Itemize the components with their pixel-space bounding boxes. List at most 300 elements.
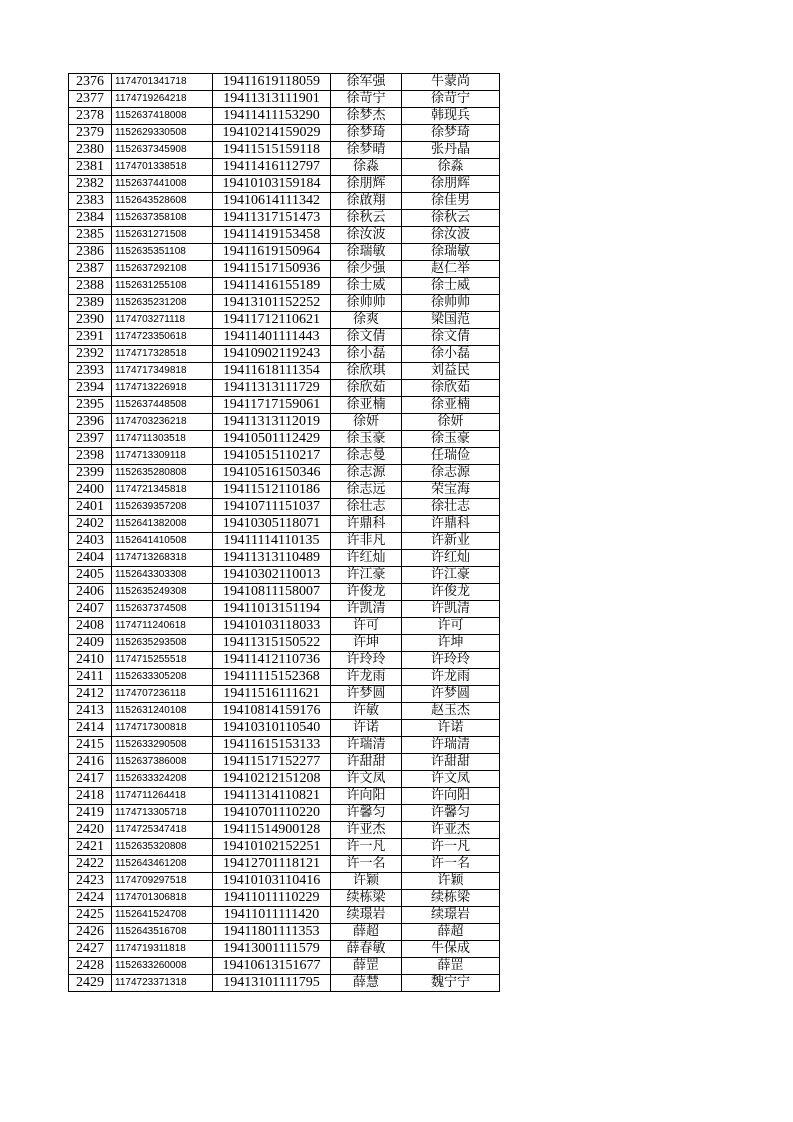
exam-number-cell: 19410310110540 xyxy=(213,720,331,737)
row-number-cell: 2415 xyxy=(69,737,112,754)
registration-id-cell: 1152635293508 xyxy=(112,635,213,652)
related-name-cell: 许一名 xyxy=(402,856,500,873)
registration-id-cell: 1152637418008 xyxy=(112,108,213,125)
registration-id-cell: 1152633290508 xyxy=(112,737,213,754)
student-name-cell: 薛罡 xyxy=(331,958,402,975)
student-name-cell: 许一名 xyxy=(331,856,402,873)
row-number-cell: 2387 xyxy=(69,261,112,278)
exam-number-cell: 19411514900128 xyxy=(213,822,331,839)
student-name-cell: 徐朋辉 xyxy=(331,176,402,193)
table-row xyxy=(69,856,500,873)
related-name-cell: 徐汝波 xyxy=(402,227,500,244)
student-name-cell: 徐志曼 xyxy=(331,448,402,465)
student-name-cell: 徐壮志 xyxy=(331,499,402,516)
registration-id-cell: 1174711303518 xyxy=(112,431,213,448)
student-name-cell: 许馨匀 xyxy=(331,805,402,822)
row-number-cell: 2425 xyxy=(69,907,112,924)
exam-number-cell: 19411416155189 xyxy=(213,278,331,295)
student-name-cell: 许向阳 xyxy=(331,788,402,805)
student-name-cell: 徐瑞敏 xyxy=(331,244,402,261)
registration-id-cell: 1152637448508 xyxy=(112,397,213,414)
student-name-cell: 许可 xyxy=(331,618,402,635)
related-name-cell: 徐苛宁 xyxy=(402,91,500,108)
data-table xyxy=(68,73,500,992)
registration-id-cell: 1174723350618 xyxy=(112,329,213,346)
row-number-cell: 2385 xyxy=(69,227,112,244)
exam-number-cell: 19411619118059 xyxy=(213,74,331,91)
related-name-cell: 许向阳 xyxy=(402,788,500,805)
row-number-cell: 2389 xyxy=(69,295,112,312)
student-name-cell: 许江豪 xyxy=(331,567,402,584)
registration-id-cell: 1152641410508 xyxy=(112,533,213,550)
related-name-cell: 许亚杰 xyxy=(402,822,500,839)
row-number-cell: 2420 xyxy=(69,822,112,839)
table-row xyxy=(69,924,500,941)
table-row xyxy=(69,295,500,312)
registration-id-cell: 1174717300818 xyxy=(112,720,213,737)
exam-number-cell: 19410103110416 xyxy=(213,873,331,890)
table-row xyxy=(69,159,500,176)
exam-number-cell: 19411801111353 xyxy=(213,924,331,941)
student-name-cell: 许凯清 xyxy=(331,601,402,618)
row-number-cell: 2421 xyxy=(69,839,112,856)
table-row xyxy=(69,941,500,958)
student-name-cell: 徐苛宁 xyxy=(331,91,402,108)
related-name-cell: 许鼎科 xyxy=(402,516,500,533)
student-name-cell: 徐文倩 xyxy=(331,329,402,346)
registration-id-cell: 1174719311818 xyxy=(112,941,213,958)
row-number-cell: 2413 xyxy=(69,703,112,720)
related-name-cell: 许凯清 xyxy=(402,601,500,618)
registration-id-cell: 1152631240108 xyxy=(112,703,213,720)
related-name-cell: 徐瑞敏 xyxy=(402,244,500,261)
related-name-cell: 徐志源 xyxy=(402,465,500,482)
exam-number-cell: 19411317151473 xyxy=(213,210,331,227)
student-name-cell: 徐志远 xyxy=(331,482,402,499)
row-number-cell: 2390 xyxy=(69,312,112,329)
registration-id-cell: 1174717328518 xyxy=(112,346,213,363)
table-row xyxy=(69,516,500,533)
table-row xyxy=(69,788,500,805)
exam-number-cell: 19411516111621 xyxy=(213,686,331,703)
registration-id-cell: 1152635351108 xyxy=(112,244,213,261)
student-name-cell: 许一凡 xyxy=(331,839,402,856)
row-number-cell: 2428 xyxy=(69,958,112,975)
student-name-cell: 薛春敏 xyxy=(331,941,402,958)
related-name-cell: 魏宁宁 xyxy=(402,975,500,992)
student-name-cell: 徐梦晴 xyxy=(331,142,402,159)
exam-number-cell: 19410613151677 xyxy=(213,958,331,975)
registration-id-cell: 1174723371318 xyxy=(112,975,213,992)
row-number-cell: 2392 xyxy=(69,346,112,363)
related-name-cell: 许馨匀 xyxy=(402,805,500,822)
exam-number-cell: 19411313110489 xyxy=(213,550,331,567)
related-name-cell: 徐小磊 xyxy=(402,346,500,363)
exam-number-cell: 19411619150964 xyxy=(213,244,331,261)
table-row xyxy=(69,193,500,210)
related-name-cell: 徐佳男 xyxy=(402,193,500,210)
table-row xyxy=(69,720,500,737)
student-name-cell: 徐志源 xyxy=(331,465,402,482)
registration-id-cell: 1152641382008 xyxy=(112,516,213,533)
related-name-cell: 徐秋云 xyxy=(402,210,500,227)
related-name-cell: 刘益民 xyxy=(402,363,500,380)
row-number-cell: 2394 xyxy=(69,380,112,397)
table-row xyxy=(69,142,500,159)
related-name-cell: 许坤 xyxy=(402,635,500,652)
student-name-cell: 续栋梁 xyxy=(331,890,402,907)
exam-number-cell: 19411114110135 xyxy=(213,533,331,550)
student-name-cell: 许敏 xyxy=(331,703,402,720)
student-name-cell: 许俊龙 xyxy=(331,584,402,601)
related-name-cell: 薛罡 xyxy=(402,958,500,975)
exam-number-cell: 19411115152368 xyxy=(213,669,331,686)
related-name-cell: 许文凤 xyxy=(402,771,500,788)
exam-number-cell: 19411401111443 xyxy=(213,329,331,346)
related-name-cell: 徐玉豪 xyxy=(402,431,500,448)
table-row xyxy=(69,91,500,108)
student-name-cell: 许亚杰 xyxy=(331,822,402,839)
table-row xyxy=(69,669,500,686)
exam-number-cell: 19410516150346 xyxy=(213,465,331,482)
exam-number-cell: 19413101111795 xyxy=(213,975,331,992)
table-row xyxy=(69,448,500,465)
row-number-cell: 2380 xyxy=(69,142,112,159)
related-name-cell: 续璟岩 xyxy=(402,907,500,924)
related-name-cell: 梁国范 xyxy=(402,312,500,329)
registration-id-cell: 1152631255108 xyxy=(112,278,213,295)
related-name-cell: 许可 xyxy=(402,618,500,635)
registration-id-cell: 1174711240618 xyxy=(112,618,213,635)
student-name-cell: 徐淼 xyxy=(331,159,402,176)
related-name-cell: 徐文倩 xyxy=(402,329,500,346)
registration-id-cell: 1152635249308 xyxy=(112,584,213,601)
related-name-cell: 牛蒙尚 xyxy=(402,74,500,91)
related-name-cell: 徐亚楠 xyxy=(402,397,500,414)
related-name-cell: 许诺 xyxy=(402,720,500,737)
registration-id-cell: 1174701341718 xyxy=(112,74,213,91)
exam-number-cell: 19411517152277 xyxy=(213,754,331,771)
row-number-cell: 2379 xyxy=(69,125,112,142)
related-name-cell: 韩现兵 xyxy=(402,108,500,125)
table-row xyxy=(69,482,500,499)
table-row xyxy=(69,873,500,890)
exam-number-cell: 19411313111901 xyxy=(213,91,331,108)
student-name-cell: 许诺 xyxy=(331,720,402,737)
table-row xyxy=(69,550,500,567)
registration-id-cell: 1152643461208 xyxy=(112,856,213,873)
related-name-cell: 徐梦琦 xyxy=(402,125,500,142)
row-number-cell: 2410 xyxy=(69,652,112,669)
exam-number-cell: 19413001111579 xyxy=(213,941,331,958)
exam-number-cell: 19410302110013 xyxy=(213,567,331,584)
row-number-cell: 2382 xyxy=(69,176,112,193)
related-name-cell: 牛保成 xyxy=(402,941,500,958)
table-row xyxy=(69,754,500,771)
student-name-cell: 许颖 xyxy=(331,873,402,890)
table-row xyxy=(69,329,500,346)
exam-number-cell: 19410614111342 xyxy=(213,193,331,210)
exam-number-cell: 19411315150522 xyxy=(213,635,331,652)
exam-number-cell: 19410102152251 xyxy=(213,839,331,856)
table-row xyxy=(69,244,500,261)
student-name-cell: 许文凤 xyxy=(331,771,402,788)
registration-id-cell: 1174725347418 xyxy=(112,822,213,839)
related-name-cell: 徐欣茹 xyxy=(402,380,500,397)
row-number-cell: 2408 xyxy=(69,618,112,635)
exam-number-cell: 19410811158007 xyxy=(213,584,331,601)
row-number-cell: 2384 xyxy=(69,210,112,227)
table-row xyxy=(69,737,500,754)
table-row xyxy=(69,958,500,975)
row-number-cell: 2414 xyxy=(69,720,112,737)
row-number-cell: 2397 xyxy=(69,431,112,448)
registration-id-cell: 1152637358108 xyxy=(112,210,213,227)
table-row xyxy=(69,703,500,720)
exam-number-cell: 19410902119243 xyxy=(213,346,331,363)
registration-id-cell: 1174711264418 xyxy=(112,788,213,805)
table-row xyxy=(69,125,500,142)
related-name-cell: 许龙雨 xyxy=(402,669,500,686)
registration-id-cell: 1152643528608 xyxy=(112,193,213,210)
exam-number-cell: 19410212151208 xyxy=(213,771,331,788)
table-row xyxy=(69,839,500,856)
table-row xyxy=(69,465,500,482)
student-name-cell: 许非凡 xyxy=(331,533,402,550)
exam-number-cell: 19410711151037 xyxy=(213,499,331,516)
registration-id-cell: 1152639357208 xyxy=(112,499,213,516)
table-row xyxy=(69,975,500,992)
table-row xyxy=(69,584,500,601)
registration-id-cell: 1152643516708 xyxy=(112,924,213,941)
student-name-cell: 徐欣琪 xyxy=(331,363,402,380)
related-name-cell: 徐妍 xyxy=(402,414,500,431)
student-name-cell: 许梦圆 xyxy=(331,686,402,703)
student-name-cell: 徐亚楠 xyxy=(331,397,402,414)
table-row xyxy=(69,618,500,635)
exam-number-cell: 19412701118121 xyxy=(213,856,331,873)
registration-id-cell: 1174709297518 xyxy=(112,873,213,890)
row-number-cell: 2411 xyxy=(69,669,112,686)
exam-number-cell: 19411517150936 xyxy=(213,261,331,278)
table-row xyxy=(69,414,500,431)
related-name-cell: 许甜甜 xyxy=(402,754,500,771)
registration-id-cell: 1152633260008 xyxy=(112,958,213,975)
row-number-cell: 2401 xyxy=(69,499,112,516)
row-number-cell: 2404 xyxy=(69,550,112,567)
row-number-cell: 2398 xyxy=(69,448,112,465)
student-name-cell: 徐小磊 xyxy=(331,346,402,363)
related-name-cell: 许俊龙 xyxy=(402,584,500,601)
row-number-cell: 2402 xyxy=(69,516,112,533)
exam-number-cell: 19410305118071 xyxy=(213,516,331,533)
exam-number-cell: 19411314110821 xyxy=(213,788,331,805)
exam-number-cell: 19410103118033 xyxy=(213,618,331,635)
exam-number-cell: 19411313112019 xyxy=(213,414,331,431)
table-row xyxy=(69,74,500,91)
registration-id-cell: 1152635280808 xyxy=(112,465,213,482)
related-name-cell: 徐壮志 xyxy=(402,499,500,516)
student-name-cell: 徐梦琦 xyxy=(331,125,402,142)
exam-number-cell: 19411712110621 xyxy=(213,312,331,329)
related-name-cell: 徐士威 xyxy=(402,278,500,295)
table-row xyxy=(69,601,500,618)
registration-id-cell: 1174713268318 xyxy=(112,550,213,567)
row-number-cell: 2376 xyxy=(69,74,112,91)
related-name-cell: 薛超 xyxy=(402,924,500,941)
table-row xyxy=(69,227,500,244)
table-row xyxy=(69,261,500,278)
related-name-cell: 许红灿 xyxy=(402,550,500,567)
registration-id-cell: 1152633324208 xyxy=(112,771,213,788)
row-number-cell: 2412 xyxy=(69,686,112,703)
exam-number-cell: 19413101152252 xyxy=(213,295,331,312)
related-name-cell: 荣宝海 xyxy=(402,482,500,499)
row-number-cell: 2396 xyxy=(69,414,112,431)
exam-number-cell: 19411618111354 xyxy=(213,363,331,380)
exam-number-cell: 19411313111729 xyxy=(213,380,331,397)
table-body xyxy=(69,74,500,992)
exam-number-cell: 19410103159184 xyxy=(213,176,331,193)
registration-id-cell: 1174713305718 xyxy=(112,805,213,822)
registration-id-cell: 1152637345908 xyxy=(112,142,213,159)
student-name-cell: 许瑞清 xyxy=(331,737,402,754)
student-name-cell: 许红灿 xyxy=(331,550,402,567)
row-number-cell: 2377 xyxy=(69,91,112,108)
table-row xyxy=(69,346,500,363)
row-number-cell: 2406 xyxy=(69,584,112,601)
student-name-cell: 徐梦杰 xyxy=(331,108,402,125)
registration-id-cell: 1152637441008 xyxy=(112,176,213,193)
registration-id-cell: 1152631271508 xyxy=(112,227,213,244)
table-row xyxy=(69,805,500,822)
registration-id-cell: 1174719264218 xyxy=(112,91,213,108)
registration-id-cell: 1152637292108 xyxy=(112,261,213,278)
row-number-cell: 2383 xyxy=(69,193,112,210)
exam-number-cell: 19411615153133 xyxy=(213,737,331,754)
row-number-cell: 2378 xyxy=(69,108,112,125)
registration-id-cell: 1174713309118 xyxy=(112,448,213,465)
exam-number-cell: 19411411153290 xyxy=(213,108,331,125)
registration-id-cell: 1174721345818 xyxy=(112,482,213,499)
related-name-cell: 赵玉杰 xyxy=(402,703,500,720)
row-number-cell: 2405 xyxy=(69,567,112,584)
exam-number-cell: 19411013151194 xyxy=(213,601,331,618)
table-row xyxy=(69,907,500,924)
exam-number-cell: 19411419153458 xyxy=(213,227,331,244)
registration-id-cell: 1152633305208 xyxy=(112,669,213,686)
row-number-cell: 2393 xyxy=(69,363,112,380)
related-name-cell: 徐帅帅 xyxy=(402,295,500,312)
table-row xyxy=(69,397,500,414)
related-name-cell: 张丹晶 xyxy=(402,142,500,159)
registration-id-cell: 1174701306818 xyxy=(112,890,213,907)
row-number-cell: 2395 xyxy=(69,397,112,414)
table-row xyxy=(69,363,500,380)
related-name-cell: 许瑞清 xyxy=(402,737,500,754)
table-row xyxy=(69,278,500,295)
related-name-cell: 徐朋辉 xyxy=(402,176,500,193)
registration-id-cell: 1174707236118 xyxy=(112,686,213,703)
registration-id-cell: 1174713226918 xyxy=(112,380,213,397)
exam-number-cell: 19411515159118 xyxy=(213,142,331,159)
exam-number-cell: 19411416112797 xyxy=(213,159,331,176)
table-row xyxy=(69,635,500,652)
student-name-cell: 徐军强 xyxy=(331,74,402,91)
row-number-cell: 2422 xyxy=(69,856,112,873)
row-number-cell: 2424 xyxy=(69,890,112,907)
row-number-cell: 2423 xyxy=(69,873,112,890)
exam-number-cell: 19411011111420 xyxy=(213,907,331,924)
registration-id-cell: 1174717349818 xyxy=(112,363,213,380)
student-name-cell: 徐妍 xyxy=(331,414,402,431)
table-row xyxy=(69,686,500,703)
table-row xyxy=(69,771,500,788)
table-row xyxy=(69,822,500,839)
row-number-cell: 2419 xyxy=(69,805,112,822)
student-name-cell: 许甜甜 xyxy=(331,754,402,771)
related-name-cell: 徐淼 xyxy=(402,159,500,176)
registration-id-cell: 1152637374508 xyxy=(112,601,213,618)
related-name-cell: 许江豪 xyxy=(402,567,500,584)
registration-id-cell: 1152643303308 xyxy=(112,567,213,584)
row-number-cell: 2429 xyxy=(69,975,112,992)
row-number-cell: 2399 xyxy=(69,465,112,482)
related-name-cell: 许玲玲 xyxy=(402,652,500,669)
registration-id-cell: 1152635231208 xyxy=(112,295,213,312)
exam-number-cell: 19410214159029 xyxy=(213,125,331,142)
student-name-cell: 薛慧 xyxy=(331,975,402,992)
related-name-cell: 许新业 xyxy=(402,533,500,550)
table-row xyxy=(69,890,500,907)
registration-id-cell: 1174715255518 xyxy=(112,652,213,669)
student-name-cell: 许玲玲 xyxy=(331,652,402,669)
row-number-cell: 2407 xyxy=(69,601,112,618)
related-name-cell: 许梦圆 xyxy=(402,686,500,703)
related-name-cell: 许一凡 xyxy=(402,839,500,856)
student-name-cell: 徐啟翔 xyxy=(331,193,402,210)
student-name-cell: 徐玉豪 xyxy=(331,431,402,448)
table-row xyxy=(69,499,500,516)
student-name-cell: 徐汝波 xyxy=(331,227,402,244)
registration-id-cell: 1152635320808 xyxy=(112,839,213,856)
registration-id-cell: 1174701338518 xyxy=(112,159,213,176)
student-name-cell: 徐欣茹 xyxy=(331,380,402,397)
exam-number-cell: 19411512110186 xyxy=(213,482,331,499)
row-number-cell: 2391 xyxy=(69,329,112,346)
student-name-cell: 徐秋云 xyxy=(331,210,402,227)
table-row xyxy=(69,108,500,125)
table-row xyxy=(69,533,500,550)
student-name-cell: 许坤 xyxy=(331,635,402,652)
student-name-cell: 许鼎科 xyxy=(331,516,402,533)
exam-number-cell: 19410814159176 xyxy=(213,703,331,720)
exam-number-cell: 19411717159061 xyxy=(213,397,331,414)
table-row xyxy=(69,567,500,584)
row-number-cell: 2388 xyxy=(69,278,112,295)
row-number-cell: 2403 xyxy=(69,533,112,550)
student-name-cell: 许龙雨 xyxy=(331,669,402,686)
exam-number-cell: 19410501112429 xyxy=(213,431,331,448)
exam-number-cell: 19410701110220 xyxy=(213,805,331,822)
row-number-cell: 2400 xyxy=(69,482,112,499)
row-number-cell: 2426 xyxy=(69,924,112,941)
registration-id-cell: 1152641524708 xyxy=(112,907,213,924)
related-name-cell: 续栋梁 xyxy=(402,890,500,907)
student-name-cell: 徐士威 xyxy=(331,278,402,295)
table-row xyxy=(69,380,500,397)
row-number-cell: 2416 xyxy=(69,754,112,771)
